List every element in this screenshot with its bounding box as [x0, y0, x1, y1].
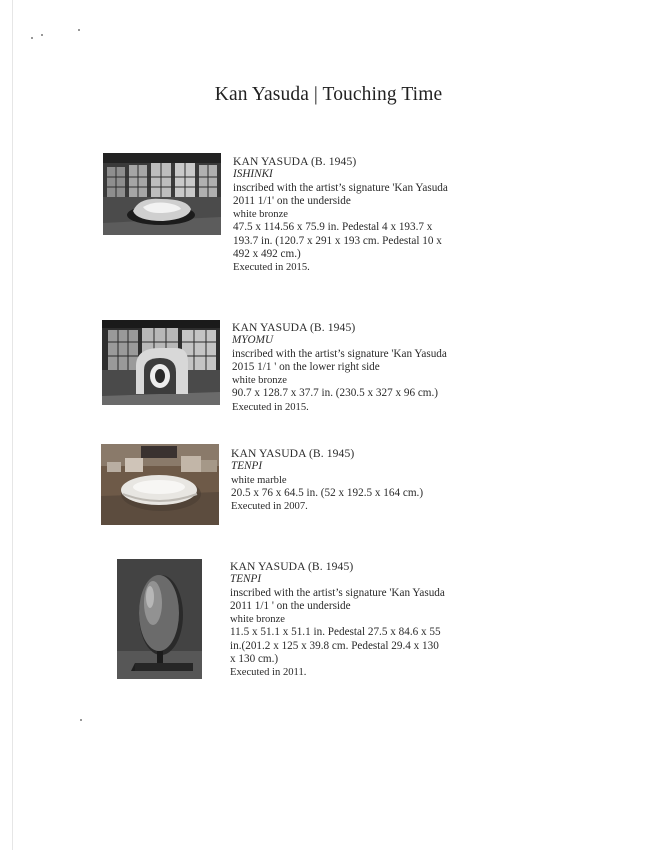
artwork-caption — [230, 560, 445, 680]
dimensions-line: 47.5 x 114.56 x 75.9 in. Pedestal 4 x 193.7 x — [233, 221, 433, 234]
dimensions-line: 11.5 x 51.1 x 51.1 in. Pedestal 27.5 x 84.6 x 55 — [230, 626, 441, 639]
dimensions-line: 90.7 x 128.7 x 37.7 in. (230.5 x 327 x 96 cm.) — [232, 387, 439, 400]
artwork-image-tenpi-bronze — [117, 559, 202, 679]
artist-name: KAN YASUDA (B. 1945) — [233, 155, 357, 168]
medium: white marble — [231, 474, 287, 486]
artwork-caption — [231, 447, 423, 513]
execution-date: Executed in 2015. — [232, 401, 309, 413]
artwork-image-ishinki — [103, 153, 221, 235]
artwork-caption — [232, 321, 447, 414]
medium: white bronze — [232, 375, 288, 387]
inscription-line: inscribed with the artist’s signature 'Kan Yasuda — [233, 181, 448, 194]
dimensions-line: 492 x 492 cm.) — [233, 248, 301, 261]
scan-speck — [31, 37, 33, 39]
scan-speck — [41, 34, 43, 36]
execution-date: Executed in 2007. — [231, 501, 308, 513]
artwork-caption — [233, 155, 448, 275]
artwork-title: MYOMU — [232, 334, 274, 347]
scan-speck — [80, 719, 82, 721]
artwork-title: ISHINKI — [233, 168, 273, 181]
artwork-title: TENPI — [231, 460, 263, 473]
dimensions-line: 20.5 x 76 x 64.5 in. (52 x 192.5 x 164 cm.) — [231, 486, 424, 499]
page-title: Kan Yasuda | Touching Time — [214, 84, 443, 105]
inscription-line: 2015 1/1 ' on the lower right side — [232, 360, 380, 373]
inscription-line: inscribed with the artist’s signature 'Kan Yasuda — [230, 586, 445, 599]
inscription-line: 2011 1/1' on the underside — [233, 194, 351, 207]
dimensions-line: 193.7 in. (120.7 x 291 x 193 cm. Pedestal 10 x — [233, 234, 442, 247]
artist-name: KAN YASUDA (B. 1945) — [231, 447, 355, 460]
scan-speck — [78, 29, 80, 31]
inscription-line: inscribed with the artist’s signature 'Kan Yasuda — [232, 347, 447, 360]
inscription-line: 2011 1/1 ' on the underside — [230, 599, 351, 612]
dimensions-line: in.(201.2 x 125 x 39.8 cm. Pedestal 29.4 x 130 — [230, 639, 439, 652]
execution-date: Executed in 2011. — [230, 667, 307, 679]
medium: white bronze — [233, 209, 289, 221]
artwork-title: TENPI — [230, 573, 262, 586]
artist-name: KAN YASUDA (B. 1945) — [232, 321, 356, 334]
medium: white bronze — [230, 614, 286, 626]
artwork-image-tenpi-marble — [101, 444, 219, 525]
artwork-image-myomu — [102, 320, 220, 405]
scan-page-edge — [12, 0, 13, 850]
execution-date: Executed in 2015. — [233, 262, 310, 274]
artist-name: KAN YASUDA (B. 1945) — [230, 560, 354, 573]
dimensions-line: x 130 cm.) — [230, 653, 279, 666]
